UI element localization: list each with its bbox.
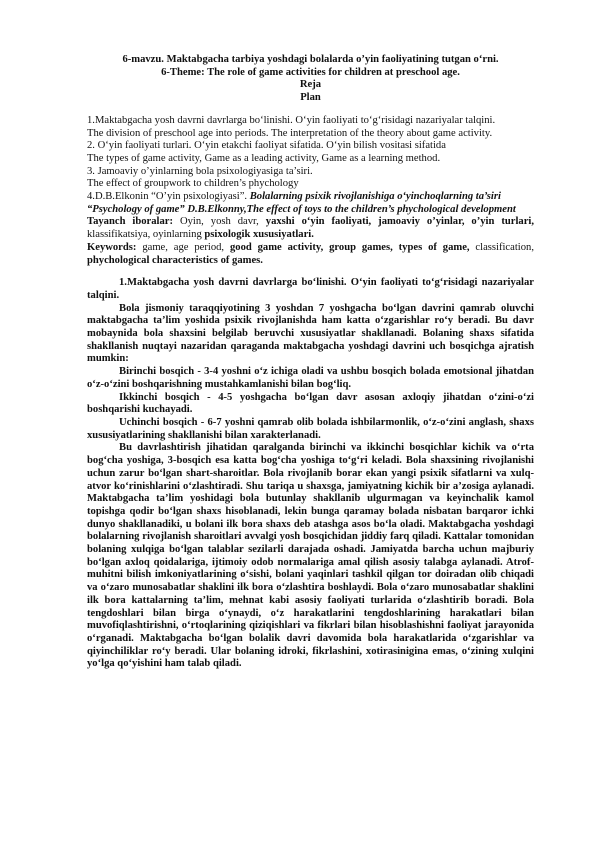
body-paragraph: Ikkinchi bosqich - 4-5 yoshgacha bo‘lgan davr asosan axloqiy jihatdan o‘zini-o‘zi boshqarishi kuchayadi. — [87, 391, 534, 416]
plan-item: The types of game activity, Game as a leading activity, Game as a learning method. — [87, 152, 441, 164]
keywords-en-text: game, age period, — [136, 241, 230, 253]
keywords-en-bold: phychological characteristics of games. — [87, 254, 263, 266]
plan-item: The division of preschool age into periods. The interpretation of the theory about game activity. — [87, 127, 493, 139]
plan-heading: Plan — [300, 92, 321, 104]
body-paragraph: Bu davrlashtirish jihatidan qaralganda birinchi va ikkinchi bosqichlar kichik va o‘rta bog‘cha yoshiga, 3-bosqich esa katta bog‘cha yoshiga to‘g‘ri keladi. Bola shaxsining rivojlanishi uchun zarur bo‘lgan shart-sharoitlar. Bola rivojlanib borar ekan yangi psixik sifatlarni va xulq-atvor ko‘rinishlarini o‘zlashtiradi. Shu tariqa u shaxsga, jamiyatning kichik bir a’zosiga aylanadi. Maktabgacha ta’lim yoshidagi bola butunlay shakllanib ulgurmagan va keyinchalik kamol topishga qodir bo‘lgan shaxs hisoblanadi, lekin bunga qaramay bolada nisbatan barqaror ichki dunyo shakllanadiki, u bolani ilk bora shaxs deb atashga asos bo‘la oladi. Maktabgacha yoshdagi bolalarning rivojlanish sharoitlari avvalgi yosh bosqichidan jiddiy farq qiladi. Kattalar tomonidan bolaning xulqiga bo‘lgan talablar sezilarli darajada oshadi. Jamiyatda barcha uchun majburiy bo‘lgan axloq qoidalariga, ijtimoiy odob normalariga amal qilish asosiy talabga aylanadi. Atrof-muhitni bilish imkoniyatlarining o‘sishi, bolani yaqinlari tashkil qilgan tor doiradan olib chiqadi va o‘zaro munosabatlar shaklini ilk bora o‘zlashtira boshlaydi. Bola o‘zaro munosabatlar shaklini ilk bora kattalarning ta’lim, mehnat kabi asosiy faoliyati turlarida o‘zlashtirib boradi. Bola tengdoshlari bilan birga o‘ynaydi, o‘z harakatlarini tengdoshlarining harakatlari bilan muvofiqlashtirishni, o‘rtoqlarining qiziqishlari va fikrlari bilan hisoblashishni faoliyat jarayonida o‘rganadi. Maktabgacha bo‘lgan bolalik davri davomida bola harakatlarida o‘zgarishlar va qiyinchiliklar ro‘y beradi. Ular bolaning idroki, fikrlashini, xotirasinigina emas, o‘zining xulqini yo‘lga qo‘yishini ham talab qiladi. — [87, 442, 534, 670]
plan-item-4-en: “Psychology of game” D.B.Elkonny,The effect of toys to the children’s phychological development — [87, 203, 516, 215]
title-en: 6-Theme: The role of game activities for children at preschool age. — [161, 66, 460, 78]
plan-list — [87, 115, 534, 217]
plan-item: 1.Maktabgacha yosh davrni davrlarga bo‘linishi. O‘yin faoliyati to‘g‘risidagi nazariyalar talqini. — [87, 114, 496, 126]
keywords-uz-text: klassifikatsiya, oyinlarning — [87, 229, 205, 241]
plan-item: 3. Jamoaviy o’yinlarning bola psixologiyasiga ta’siri. — [87, 165, 313, 177]
keywords-en-bold: good game activity, group games, types of game, — [229, 241, 470, 253]
plan-item: The effect of groupwork to children’s phychology — [87, 178, 299, 190]
plan-item: 2. O‘yin faoliyati turlari. O‘yin etakchi faoliyat sifatida. O‘yin bilish vositasi sifatida — [87, 140, 446, 152]
keywords-uz-bold: psixologik xususiyatlari. — [204, 229, 314, 241]
keywords-en — [87, 242, 534, 267]
keywords-uz-bold: yaxshi o‘yin faoliyati, jamoaviy o’yinlar, o’yin turlari, — [265, 216, 534, 228]
body-text — [87, 277, 534, 671]
body-paragraph: Bola jismoniy taraqqiyotining 3 yoshdan 7 yoshgacha bo‘lgan davrini qamrab oluvchi maktabgacha ta’lim yoshida psixik rivojlanishda ham katta o‘zgarishlar ro‘y beradi. Bu davr mobaynida bola shaxsini belgilab beruvchi xususiyatlar shakllanadi. Bolaning shaxs sifatida shakllanish nuqtayi nazaridan qaraganda maktabgacha yoshdagi davrini uch bosqichga ajratish mumkin: — [87, 302, 534, 365]
body-paragraph: Uchinchi bosqich - 6-7 yoshni qamrab olib bolada ishbilarmonlik, o‘z-o‘zini anglash, shaxs xususiyatlarining shakllanishi bilan xarakterlanadi. — [87, 416, 534, 441]
body-paragraph: Birinchi bosqich - 3-4 yoshni o‘z ichiga oladi va ushbu bosqich bolada emotsional jihatdan o‘z-o‘zini boshqarishning mustahkamlanishi bilan bog‘liq. — [87, 366, 534, 390]
section-heading: 1.Maktabgacha yosh davrni davrlarga bo‘linishi. O‘yin faoliyati to‘g‘risidagi nazariyalar talqini. — [87, 277, 534, 301]
keywords-uz-text: Oyin, yosh davr, — [173, 216, 266, 228]
plan-item-4-lead: 4.D.B.Elkonin “O’yin psixologiyasi”. — [87, 191, 248, 203]
plan-item-4-title: Bolalarning psixik rivojlanishiga o‘yinchoqlarning ta’siri — [247, 191, 501, 203]
title-uz: 6-mavzu. Maktabgacha tarbiya yoshdagi bolalarda o’yin faoliyatining tutgan o‘rni. — [122, 54, 499, 65]
keywords-en-label: Keywords: — [87, 241, 137, 253]
keywords-uz-label: Tayanch iboralar: — [87, 216, 174, 228]
plan-item-4 — [87, 191, 534, 204]
keywords-uz — [87, 216, 534, 241]
keywords-en-text: classification, — [469, 241, 534, 253]
reja-heading: Reja — [299, 79, 322, 91]
